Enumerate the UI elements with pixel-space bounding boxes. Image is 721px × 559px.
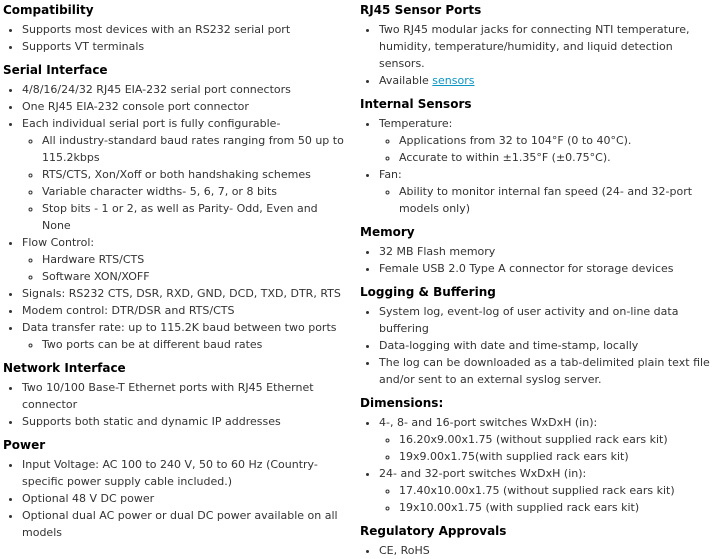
item-text: All industry-standard baud rates ranging from 50 up to 115.2kbps	[42, 134, 344, 164]
list-item	[22, 319, 348, 353]
list-item	[42, 251, 348, 268]
bullet-list	[360, 21, 721, 89]
sub-bullet-list	[22, 336, 348, 353]
item-text: 4-, 8- and 16-port switches WxDxH (in):	[379, 416, 598, 429]
list-item	[379, 354, 721, 388]
section	[360, 3, 721, 89]
bullet-list	[3, 81, 348, 353]
list-item	[22, 285, 348, 302]
list-item	[399, 132, 721, 149]
list-item	[379, 166, 721, 217]
item-text: 32 MB Flash memory	[379, 245, 496, 258]
section-title: Serial Interface	[3, 63, 108, 77]
section	[3, 63, 348, 353]
section-title: Power	[3, 438, 46, 452]
section-title: Internal Sensors	[360, 97, 472, 111]
item-text: CE, RoHS	[379, 544, 430, 557]
section-title: Dimensions:	[360, 396, 444, 410]
section-title: Network Interface	[3, 361, 126, 375]
item-text: Data-logging with date and time-stamp, locally	[379, 339, 639, 352]
list-item	[22, 115, 348, 234]
bullet-list	[3, 21, 348, 55]
item-text: 19x10.00x1.75 (with supplied rack ears kit)	[399, 501, 640, 514]
section	[360, 225, 721, 277]
list-item	[399, 448, 721, 465]
section	[360, 396, 721, 516]
column-left	[3, 3, 360, 559]
list-item	[42, 183, 348, 200]
section	[3, 361, 348, 430]
item-text: 24- and 32-port switches WxDxH (in):	[379, 467, 587, 480]
section-title: Compatibility	[3, 3, 94, 17]
item-text: Accurate to within ±1.35°F (±0.75°C).	[399, 151, 611, 164]
item-text: Two 10/100 Base-T Ethernet ports with RJ45 Ethernet connector	[22, 381, 314, 411]
list-item	[22, 490, 348, 507]
item-text: Modem control: DTR/DSR and RTS/CTS	[22, 304, 235, 317]
list-item	[379, 465, 721, 516]
sub-bullet-list	[379, 482, 721, 516]
column-right	[360, 3, 721, 559]
item-text: Supports VT terminals	[22, 40, 145, 53]
item-text: Input Voltage: AC 100 to 240 V, 50 to 60 Hz (Country-specific power supply cable included.)	[22, 458, 318, 488]
sub-bullet-list	[379, 183, 721, 217]
list-item	[22, 302, 348, 319]
list-item	[22, 98, 348, 115]
list-item	[22, 379, 348, 413]
section	[3, 438, 348, 541]
item-text: Flow Control:	[22, 236, 95, 249]
section	[3, 3, 348, 55]
item-text: Ability to monitor internal fan speed (24- and 32-port models only)	[399, 185, 693, 215]
item-text: Each individual serial port is fully configurable-	[22, 117, 281, 130]
sub-bullet-list	[379, 431, 721, 465]
item-text: RTS/CTS, Xon/Xoff or both handshaking schemes	[42, 168, 311, 181]
item-text: Supports most devices with an RS232 serial port	[22, 23, 291, 36]
list-item	[399, 482, 721, 499]
section-title: RJ45 Sensor Ports	[360, 3, 482, 17]
list-item	[42, 166, 348, 183]
item-text: Stop bits - 1 or 2, as well as Parity- Odd, Even and None	[42, 202, 318, 232]
list-item	[379, 243, 721, 260]
section	[360, 524, 721, 559]
sub-bullet-list	[22, 132, 348, 234]
list-item	[399, 499, 721, 516]
bullet-list	[360, 542, 721, 559]
list-item	[22, 81, 348, 98]
list-item	[379, 337, 721, 354]
item-text: Optional dual AC power or dual DC power available on all models	[22, 509, 338, 539]
item-text: 16.20x9.00x1.75 (without supplied rack ears kit)	[399, 433, 668, 446]
item-text: Hardware RTS/CTS	[42, 253, 145, 266]
section-title: Logging & Buffering	[360, 285, 496, 299]
list-item	[22, 38, 348, 55]
bullet-list	[360, 243, 721, 277]
bullet-list	[360, 115, 721, 217]
section-title: Memory	[360, 225, 415, 239]
list-item	[22, 413, 348, 430]
item-text: 19x9.00x1.75(with supplied rack ears kit)	[399, 450, 629, 463]
item-text: Data transfer rate: up to 115.2K baud between two ports	[22, 321, 337, 334]
item-text: 17.40x10.00x1.75 (without supplied rack ears kit)	[399, 484, 675, 497]
item-text: Two RJ45 modular jacks for connecting NTI temperature, humidity, temperature/humidity, and liquid detection sensors.	[379, 23, 690, 70]
section-title: Regulatory Approvals	[360, 524, 507, 538]
list-item	[42, 336, 348, 353]
item-text: One RJ45 EIA-232 console port connector	[22, 100, 249, 113]
list-item	[22, 507, 348, 541]
list-item	[399, 149, 721, 166]
item-text: 4/8/16/24/32 RJ45 EIA-232 serial port connectors	[22, 83, 291, 96]
item-text: Supports both static and dynamic IP addresses	[22, 415, 281, 428]
item-text: Variable character widths- 5, 6, 7, or 8 bits	[42, 185, 278, 198]
list-item	[379, 303, 721, 337]
item-text: Applications from 32 to 104°F (0 to 40°C).	[399, 134, 632, 147]
item-text: Optional 48 V DC power	[22, 492, 155, 505]
list-item	[379, 542, 721, 559]
bullet-list	[3, 456, 348, 541]
item-text: Signals: RS232 CTS, DSR, RXD, GND, DCD, TXD, DTR, RTS	[22, 287, 341, 300]
section	[360, 97, 721, 217]
list-item	[22, 234, 348, 285]
list-item	[42, 200, 348, 234]
item-text: Female USB 2.0 Type A connector for storage devices	[379, 262, 674, 275]
list-item	[379, 72, 721, 89]
item-text: Temperature:	[379, 117, 453, 130]
list-item	[42, 132, 348, 166]
sensors-link[interactable]: sensors	[432, 74, 475, 87]
list-item	[22, 21, 348, 38]
list-item	[42, 268, 348, 285]
item-text: Available	[379, 74, 433, 87]
list-item	[379, 414, 721, 465]
list-item	[22, 456, 348, 490]
section	[360, 285, 721, 388]
list-item	[399, 431, 721, 448]
bullet-list	[360, 414, 721, 516]
list-item	[379, 260, 721, 277]
item-text: System log, event-log of user activity and on-line data buffering	[379, 305, 679, 335]
item-text: Two ports can be at different baud rates	[42, 338, 263, 351]
bullet-list	[3, 379, 348, 430]
list-item	[399, 183, 721, 217]
item-text: Fan:	[379, 168, 402, 181]
list-item	[379, 21, 721, 72]
item-text: The log can be downloaded as a tab-delimited plain text file and/or sent to an external syslog server.	[379, 356, 710, 386]
sub-bullet-list	[379, 132, 721, 166]
list-item	[379, 115, 721, 166]
item-text: Software XON/XOFF	[42, 270, 150, 283]
sub-bullet-list	[22, 251, 348, 285]
bullet-list	[360, 303, 721, 388]
